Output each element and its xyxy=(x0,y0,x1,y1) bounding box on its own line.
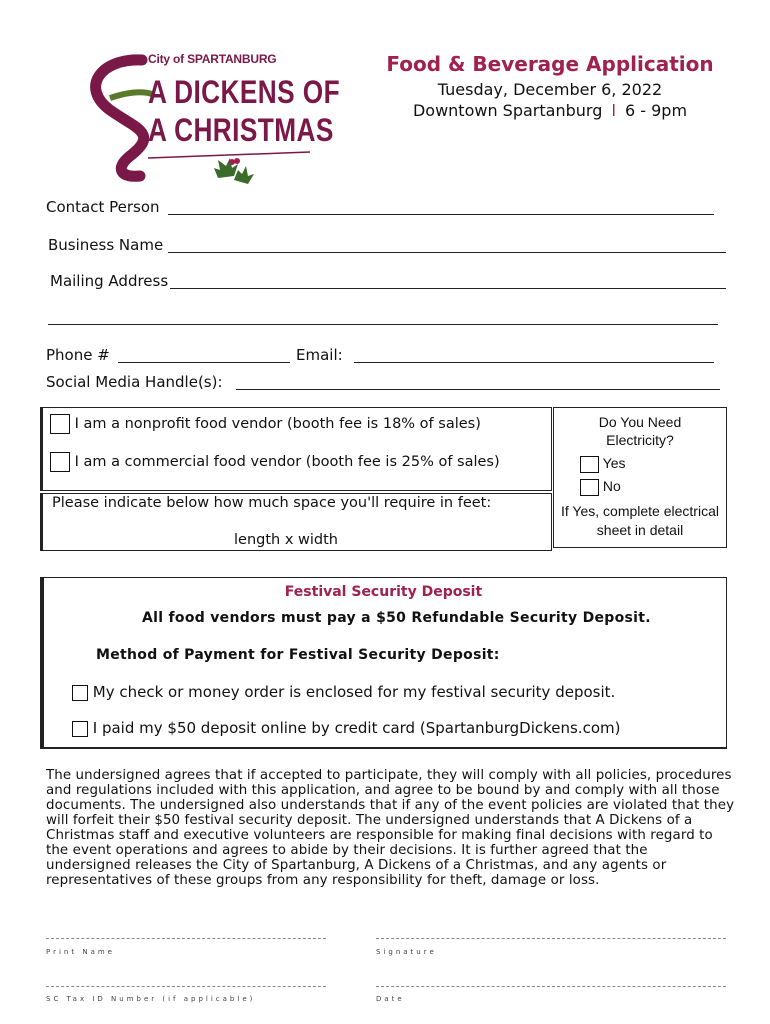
payment-online-option[interactable] xyxy=(72,719,620,737)
email-field[interactable] xyxy=(354,362,714,363)
signature-line[interactable] xyxy=(376,938,726,939)
electricity-no-option[interactable] xyxy=(580,478,621,496)
holly-icon xyxy=(208,148,258,188)
payment-online-checkbox[interactable] xyxy=(72,721,88,737)
space-prompt: Please indicate below how much space you'll require in feet: xyxy=(52,495,492,511)
payment-check-option[interactable] xyxy=(72,683,615,701)
date-label: Date xyxy=(376,995,405,1003)
logo-city-text: City of SPARTANBURG xyxy=(148,52,277,66)
email-label: Email: xyxy=(296,346,343,364)
event-date: Tuesday, December 6, 2022 xyxy=(437,80,663,99)
electricity-yes-checkbox[interactable] xyxy=(580,456,599,473)
mailing-address-label: Mailing Address xyxy=(50,272,169,290)
business-name-label: Business Name xyxy=(48,236,164,254)
social-media-field[interactable] xyxy=(236,389,720,390)
security-title: Festival Security Deposit xyxy=(284,584,483,600)
commercial-label: I am a commercial food vendor (booth fee is 25% of sales) xyxy=(74,454,500,470)
contact-person-label: Contact Person xyxy=(46,198,160,216)
signature-label: Signature xyxy=(376,948,437,956)
event-location: Downtown Spartanburg xyxy=(412,101,603,120)
separator: l xyxy=(611,101,616,120)
logo-title-line2: A CHRISTMAS xyxy=(148,112,334,148)
social-media-label: Social Media Handle(s): xyxy=(46,373,223,391)
print-name-label: Print Name xyxy=(46,948,115,956)
event-time: 6 - 9pm xyxy=(624,101,688,120)
tax-id-label: SC Tax ID Number (if applicable) xyxy=(46,995,256,1003)
page-title: Food & Beverage Application xyxy=(386,52,714,76)
business-name-field[interactable] xyxy=(168,252,726,253)
print-name-line[interactable] xyxy=(46,938,326,939)
electricity-yes-option[interactable] xyxy=(580,455,625,473)
space-dimensions[interactable]: length x width xyxy=(234,532,338,548)
phone-label: Phone # xyxy=(46,346,110,364)
electricity-no-label: No xyxy=(602,478,621,494)
commercial-checkbox[interactable] xyxy=(50,452,70,472)
mailing-address-field[interactable] xyxy=(170,288,726,289)
commercial-option[interactable] xyxy=(50,452,500,472)
nonprofit-checkbox[interactable] xyxy=(50,414,70,434)
nonprofit-label: I am a nonprofit food vendor (booth fee is 18% of sales) xyxy=(74,416,481,432)
security-statement: All food vendors must pay a $50 Refundable Security Deposit. xyxy=(142,610,651,626)
agreement-text: The undersigned agrees that if accepted to participate, they will comply with all policies, procedures and regulations included with this application, and agree to be bound by and comply with all those documents. The undersigned also understands that if any of the event policies are violated that they will forfeit their $50 festival security deposit. The undersigned understands that A Dickens of a Christmas staff and executive volunteers are responsible for making final decisions with regard to the event operations and agrees to abide by their decisions. It is further agreed that the undersigned releases the City of Spartanburg, A Dickens of a Christmas, and any agents or representatives of these groups from any responsibility for theft, damage or loss. xyxy=(46,768,735,888)
nonprofit-option[interactable] xyxy=(50,414,481,434)
logo-title-line1: A DICKENS OF xyxy=(148,74,341,110)
tax-id-line[interactable] xyxy=(46,986,326,987)
electricity-yes-label: Yes xyxy=(602,455,626,471)
electricity-note: If Yes, complete electrical sheet in detail xyxy=(561,503,719,538)
payment-online-label: I paid my $50 deposit online by credit card (SpartanburgDickens.com) xyxy=(92,719,621,737)
event-location-time xyxy=(360,101,740,120)
electricity-no-checkbox[interactable] xyxy=(580,479,599,496)
payment-check-checkbox[interactable] xyxy=(72,685,88,701)
electricity-question: Do You Need Electricity? xyxy=(598,414,682,448)
mailing-address-field-line2[interactable] xyxy=(48,324,718,325)
phone-field[interactable] xyxy=(118,362,290,363)
payment-method-title: Method of Payment for Festival Security Deposit: xyxy=(96,647,500,663)
contact-person-field[interactable] xyxy=(168,214,714,215)
payment-check-label: My check or money order is enclosed for my festival security deposit. xyxy=(92,683,616,701)
date-line[interactable] xyxy=(376,986,726,987)
